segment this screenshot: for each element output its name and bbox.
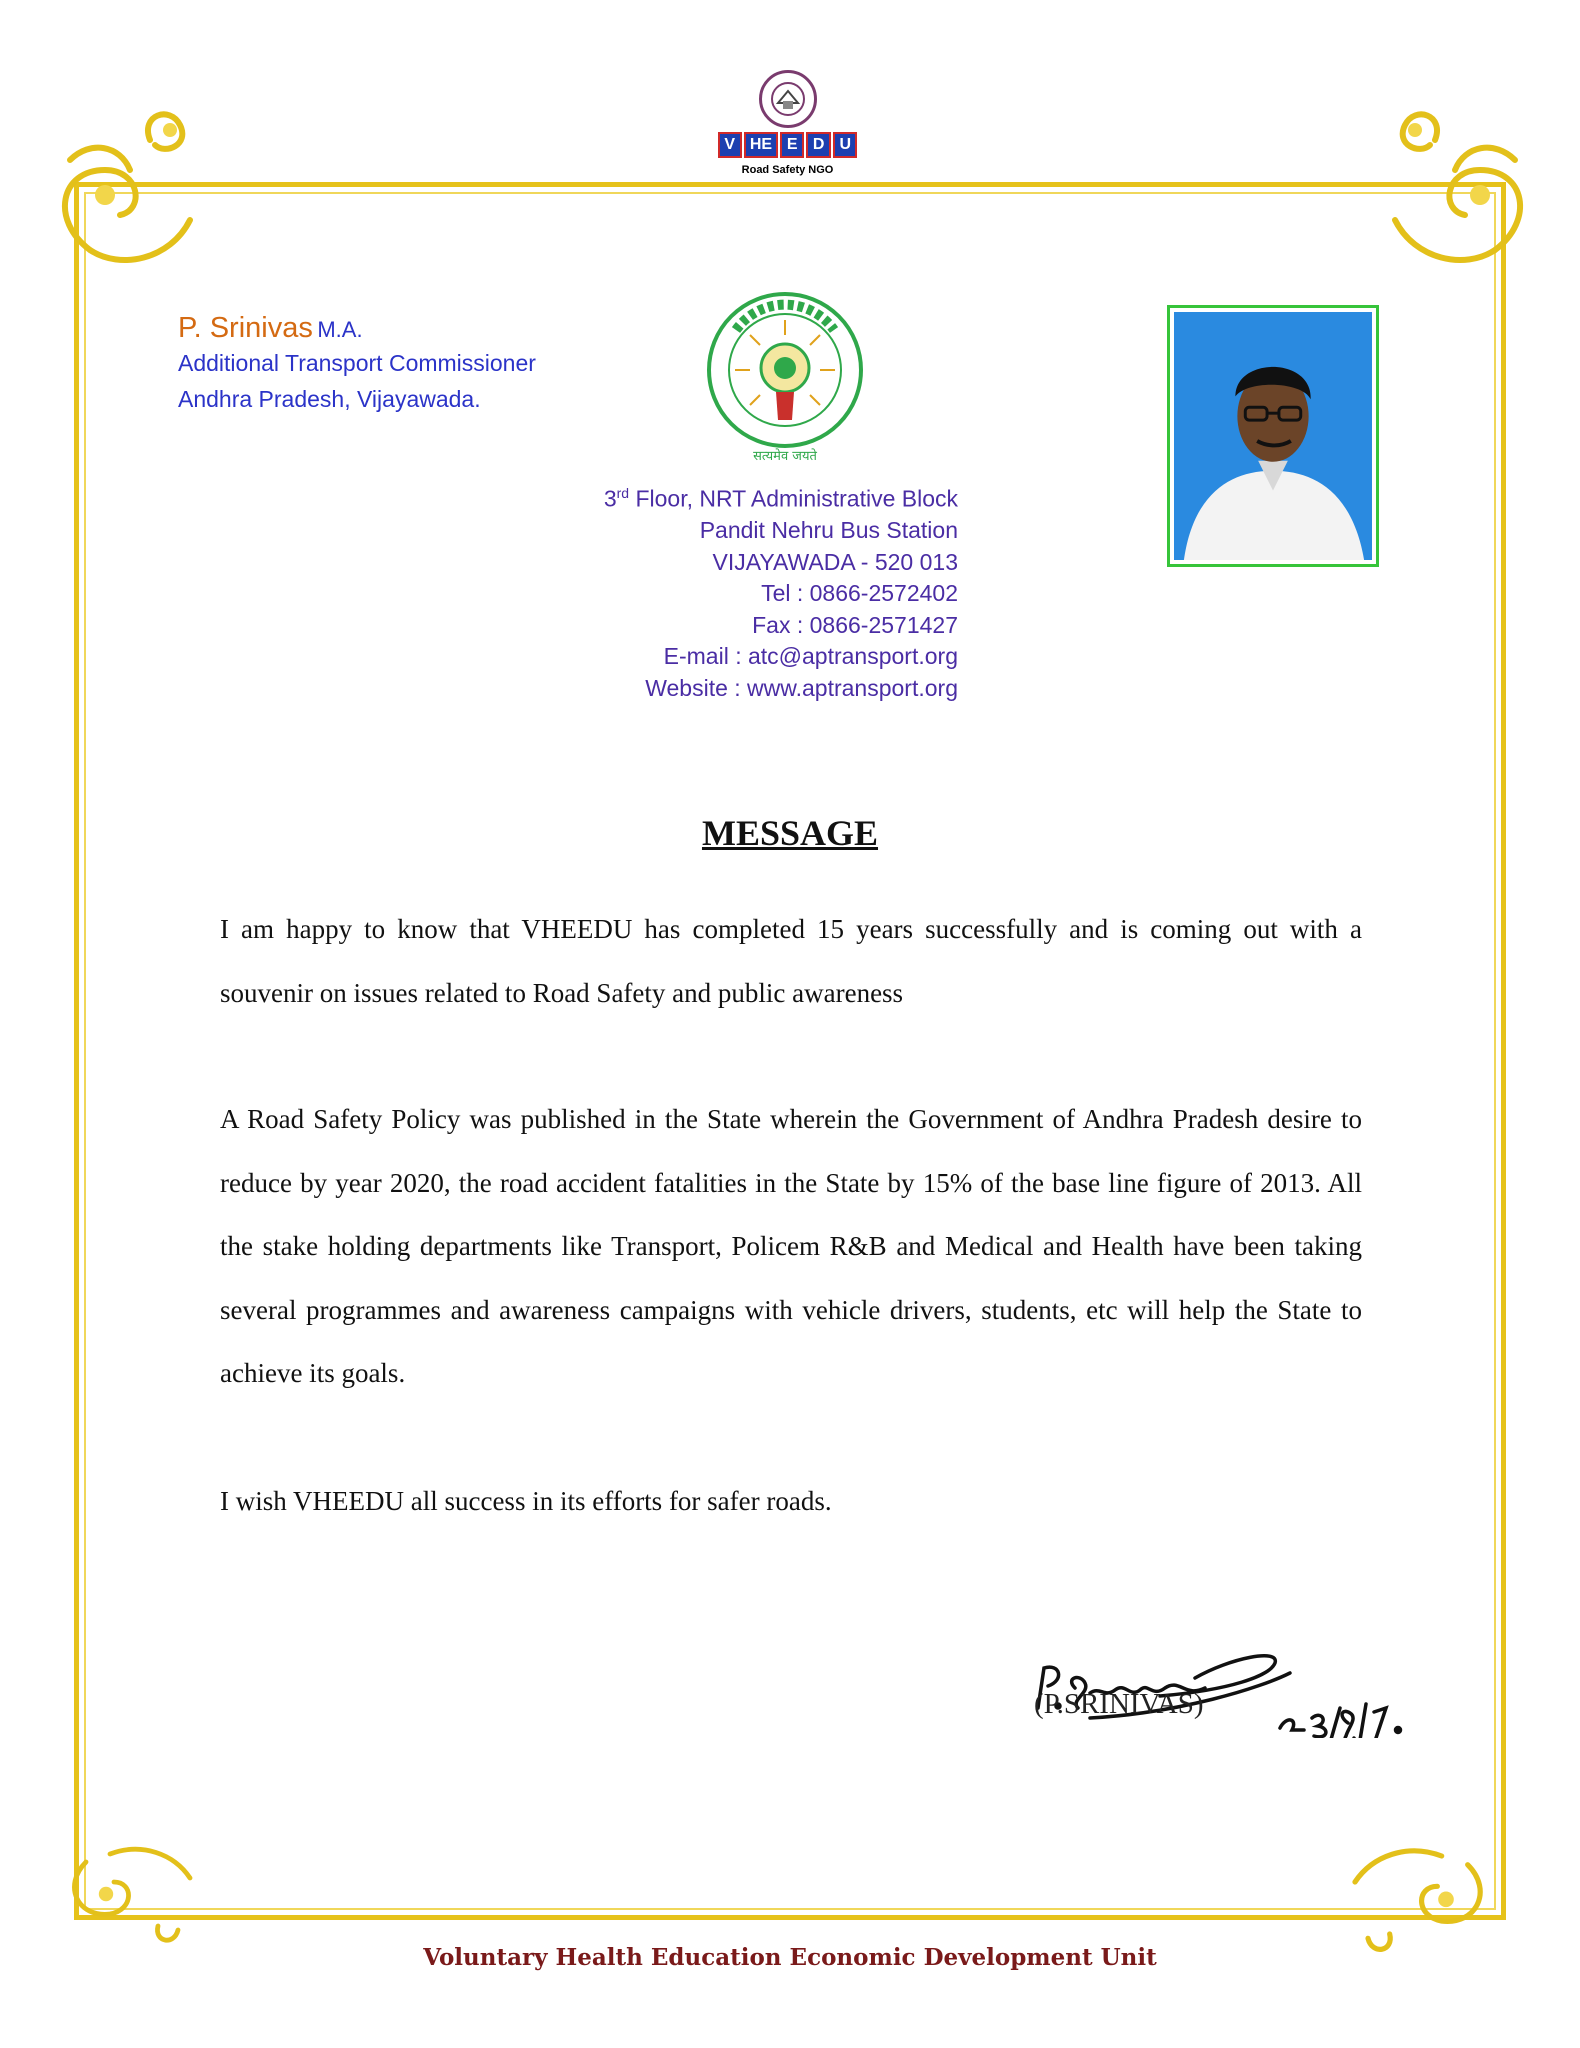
sender-block: [178, 312, 536, 417]
vheedu-letter: E: [780, 132, 805, 158]
vheedu-letter: HE: [744, 132, 778, 158]
andhra-pradesh-seal-icon: [696, 290, 874, 470]
sender-qualification: M.A.: [317, 317, 363, 342]
message-title: MESSAGE: [701, 813, 879, 853]
corner-ornament-top-left: [30, 100, 220, 290]
corner-ornament-top-right: [1365, 100, 1555, 290]
address-floor: 3rd Floor, NRT Administrative Block: [603, 485, 958, 512]
address-website: Website : www.aptransport.org: [645, 674, 958, 701]
vheedu-letter: D: [806, 132, 831, 158]
address-fax: Fax : 0866-2571427: [752, 611, 958, 638]
signatory-name: (P.SRINIVAS): [1034, 1688, 1204, 1720]
sender-name: P. Srinivas: [178, 312, 313, 344]
vheedu-letter: U: [833, 132, 858, 158]
corner-ornament-bottom-right: [1320, 1830, 1520, 1960]
vheedu-wordmark: [718, 132, 858, 162]
message-paragraph-1: I am happy to know that VHEEDU has completed 15 years successfully and is coming out with a souvenir on issues related to Road Safety and public awareness: [220, 914, 1362, 1008]
address-email: E-mail : atc@aptransport.org: [663, 643, 958, 670]
person-photo-icon: [1174, 312, 1372, 560]
seal-motto: सत्यमेव जयते: [753, 449, 817, 464]
corner-ornament-bottom-left: [50, 1830, 210, 1950]
vheedu-tagline: Road Safety NGO: [741, 164, 834, 176]
portrait-photo: [1167, 305, 1379, 567]
sender-location: Andhra Pradesh, Vijayawada.: [178, 386, 481, 412]
address-tel: Tel : 0866-2572402: [761, 580, 958, 607]
message-paragraph-2: A Road Safety Policy was published in the State wherein the Government of Andhra Pradesh desire to reduce by year 2020, the road accident fatalities in the State by 15% of the base line figure of 2013. All the stake holding departments like Transport, Policem R&B and Medical and Health have been taking several programmes and awareness campaigns with vehicle drivers, students, etc will help the State to achieve its goals.: [220, 1104, 1362, 1388]
vheedu-logo: [715, 70, 860, 176]
message-paragraph-3: I wish VHEEDU all success in its efforts for safer roads.: [220, 1486, 832, 1516]
sender-designation: Additional Transport Commissioner: [178, 350, 536, 376]
address-station: Pandit Nehru Bus Station: [699, 517, 958, 544]
address-city: VIJAYAWADA - 520 013: [712, 548, 958, 575]
vheedu-emblem-icon: [759, 70, 817, 128]
footer-organisation: Voluntary Health Education Economic Development Unit: [423, 1944, 1157, 1971]
office-address: [520, 478, 958, 704]
vheedu-letter: V: [718, 132, 743, 158]
